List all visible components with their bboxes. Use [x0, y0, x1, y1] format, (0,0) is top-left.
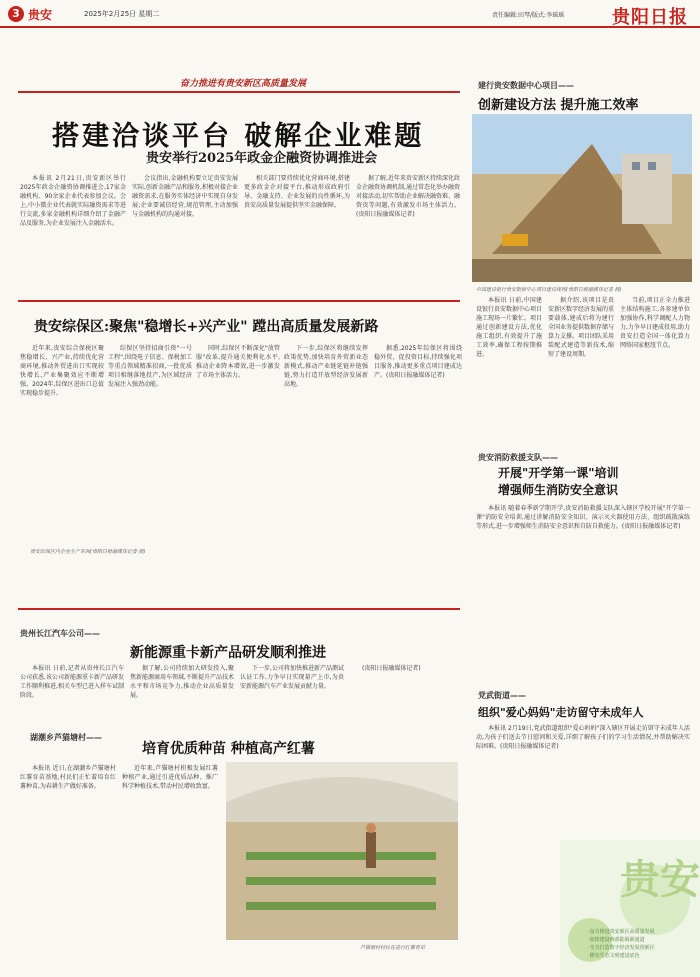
newspaper-logo: 贵阳日报 [612, 7, 688, 28]
lead-column-1: 本报讯 2月21日,贵安新区举行2025年政金企融资协调推进会,17家金融机构、90余家企业代表参加会议。会上,中小微企业代表就实际融资需求等进行交流,多家金融机构详细介绍了金融产品及服务,为企业发展注入金融活水。 [20, 175, 126, 227]
lead-headline: 搭建洽谈平台 破解企业难题 [52, 121, 425, 152]
story2-column-5: 据悉,2025年综保区将围绕稳外贸、促投资目标,持续强化项目服务,推动更多重点项目建成达产。(贵阳日报融媒体记者) [374, 345, 462, 379]
divider [18, 300, 460, 302]
story2-photo-caption: 贵安综保区内企业生产车间(贵阳日报融媒体记者 摄) [30, 549, 146, 555]
sidebar-column-3: 当前,项目正全力推进主体结构施工,各参建单位加强协作,科学调配人力物力,力争早日建成投用,助力贵安打造全国一体化算力网络国家枢纽节点。 [620, 297, 690, 349]
story3-headline: 新能源重卡新产品研发顺利推进 [130, 645, 326, 661]
story6-kicker: 党武街道—— [478, 691, 526, 700]
story2-column-1: 近年来,贵安综合保税区聚焦稳增长、兴产业,持续优化营商环境,推动外贸进出口实现较快增长,产业集聚效应不断增强。2024年,综保区进出口总值实现稳步提升。 [20, 345, 104, 397]
slogan-3: ·全力打造数字经济发展创新区 [588, 945, 655, 951]
story2-column-4: 下一步,综保区将继续发挥政策优势,加快培育外贸新业态新模式,推动产业链延链补链强链,努力打造开放型经济发展新高地。 [284, 345, 368, 388]
divider [18, 608, 460, 610]
lead-column-3: 相关部门要持续优化营商环境,搭建更多政金企对接平台,推动形成政府引导、金融支持、企业发展的良性循环,为贵安高质量发展提供坚实金融保障。 [244, 175, 350, 209]
lead-subhead: 贵安举行2025年政金企融资协调推进会 [146, 151, 378, 166]
story4-photo-caption: 芦猫塘村村民在进行红薯育苗 [360, 945, 426, 951]
page-number: 3 [8, 6, 24, 22]
story6-body: 本报讯 2月19日,党武街道组织"爱心妈妈"深入辖区开展走访留守未成年人活动,为孩子们送去节日慰问和关爱,详细了解孩子们的学习生活情况,并帮助解决实际困难。(贵阳日报融媒体记者) [476, 725, 690, 750]
story5-kicker: 贵安消防救援支队—— [478, 453, 558, 462]
story5-body: 本报讯 随着春季新学期开学,贵安消防救援支队深入辖区学校开展"开学第一课"消防安全培训,通过讲解消防安全知识、演示灭火器使用方法、组织疏散演练等形式,进一步增强师生消防安全意识和自防自救能力。(贵阳日报融媒体记者) [476, 505, 690, 530]
sidebar-photo-caption: 中国建设银行贵安数据中心项目建设现场(贵阳日报融媒体记者 摄) [476, 287, 622, 293]
sidebar-headline: 创新建设方法 提升施工效率 [478, 98, 639, 113]
sidebar-column-2: 据介绍,该项目是贵安新区数字经济发展的重要载体,建成后将为建行全国业务提供数据存储与算力支撑。项目团队采用装配式建造等新技术,缩短了建设周期。 [548, 297, 614, 358]
story5-headline-2: 增强师生消防安全意识 [498, 483, 619, 497]
story2-column-2: 综保区坚持招商引资"一号工程",围绕电子信息、保税加工等重点领域精准招商,一批优质项目相继落地投产,为区域经济发展注入强劲动能。 [108, 345, 192, 388]
masthead [0, 0, 700, 28]
story3-column-4: (贵阳日报融媒体记者) [362, 665, 421, 672]
slogan-1: ·奋力推进贵安新区高质量发展 [588, 929, 655, 935]
story4-kicker: 湖潮乡芦猫塘村—— [30, 733, 102, 742]
greenhouse-photo [226, 762, 458, 940]
section-name: 贵安 [28, 8, 53, 22]
sidebar-column-1: 本报讯 日前,中国建设银行贵安数据中心项目施工现场一片繁忙。项目通过创新建设方法,优化施工组织,有效提升了施工效率,确保工程按期推进。 [476, 297, 542, 358]
story6-headline: 组织"爱心妈妈"走访留守未成年人 [478, 706, 644, 719]
story3-column-2: 据了解,公司持续加大研发投入,聚焦新能源商用车领域,不断提升产品技术水平和市场竞争力,推动企业高质量发展。 [130, 665, 234, 699]
slogan-2: ·加快建设西部陆海新通道 [588, 937, 645, 943]
sidebar-kicker: 建行贵安数据中心项目—— [478, 81, 574, 90]
decorative-title: 贵安 [620, 856, 700, 903]
story2-column-3: 同时,综保区不断深化"放管服"改革,提升通关便利化水平,推动企业降本增效,进一步激发了市场主体活力。 [196, 345, 280, 379]
lead-column-4: 据了解,近年来贵安新区持续深化政金企融资协调机制,通过常态化举办融资对接活动,切实帮助企业解决融资难、融资贵等问题,有效激发市场主体活力。(贵阳日报融媒体记者) [356, 175, 460, 218]
story4-headline: 培育优质种苗 种植高产红薯 [142, 741, 315, 757]
story5-headline-1: 开展"开学第一课"培训 [498, 466, 619, 480]
story3-column-3: 下一步,公司将加快推进新产品测试认证工作,力争早日实现量产上市,为贵安新能源汽车产业发展贡献力量。 [240, 665, 344, 690]
issue-date: 2025年2月25日 星期二 [84, 10, 160, 18]
divider [18, 91, 460, 93]
banner-slogan: 奋力推进有贵安新区高质量发展 [180, 79, 307, 89]
story3-column-1: 本报讯 日前,记者从贵州长江汽车公司获悉,该公司新能源重卡新产品研发工作顺利推进,相关车型已进入样车试制阶段。 [20, 665, 124, 699]
story4-column-2: 近年来,芦猫塘村积极发展红薯种植产业,通过引进优质品种、推广科学种植技术,带动村民增收致富。 [122, 765, 218, 790]
editor-credits: 责任编辑:田琴/版式:李瑶瑶 [492, 12, 565, 19]
story4-column-1: 本报讯 近日,在湖潮乡芦猫塘村红薯育苗基地,村民们正忙着培育红薯种苗,为春耕生产做好准备。 [20, 765, 116, 790]
story2-headline: 贵安综保区:聚焦"稳增长+兴产业" 蹚出高质量发展新路 [34, 319, 379, 335]
lead-column-2: 会议指出,金融机构要立足贵安发展实际,创新金融产品和服务,积极对接企业融资需求,在服务实体经济中实现自身发展;企业要诚信经营,规范管理,主动加强与金融机构的沟通对接。 [132, 175, 238, 218]
slogan-4: ·擦亮生态文明建设底色 [588, 953, 640, 959]
story3-kicker: 贵州长江汽车公司—— [20, 629, 100, 638]
construction-photo [472, 114, 692, 282]
